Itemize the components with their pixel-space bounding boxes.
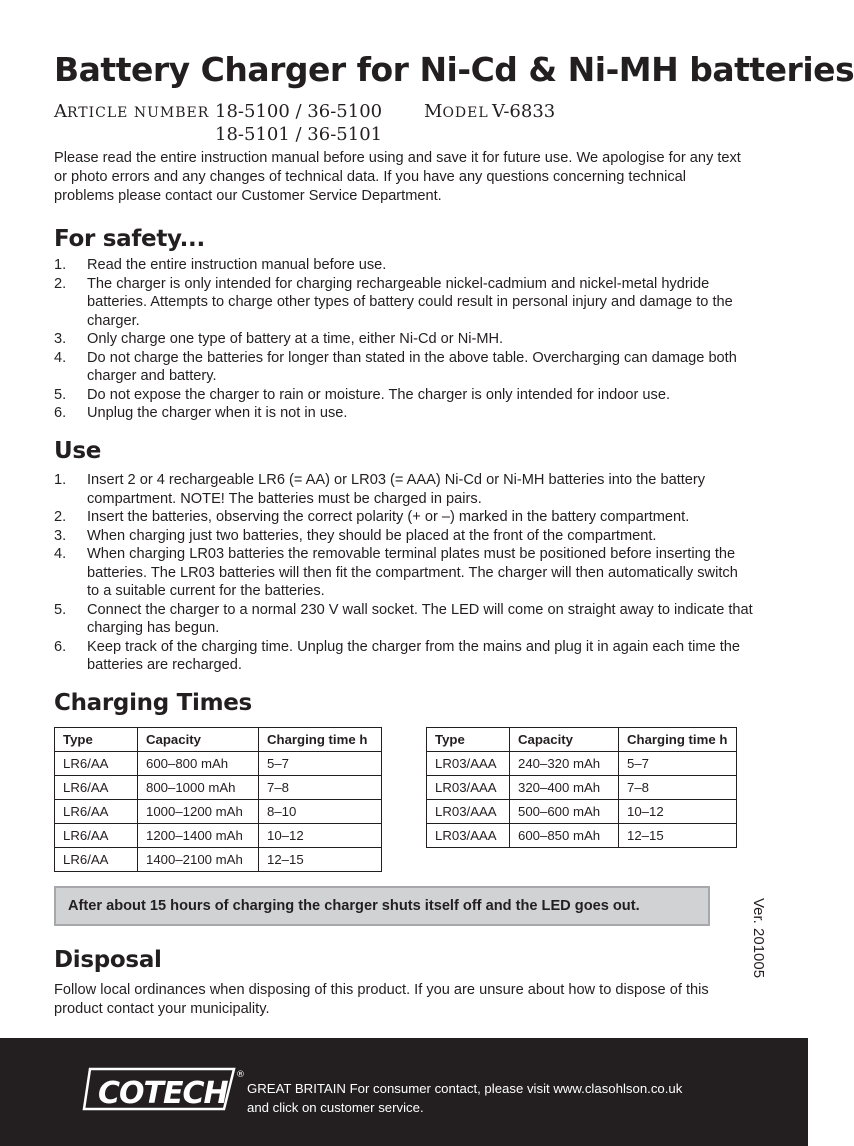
auto-shutoff-note: After about 15 hours of charging the charger shuts itself off and the LED goes out. — [54, 886, 710, 926]
charging-times-heading: Charging Times — [54, 690, 252, 716]
cell-type: LR6/AA — [55, 824, 138, 848]
safety-item — [54, 330, 754, 349]
table-row — [427, 776, 737, 800]
cell-type: LR6/AA — [55, 776, 138, 800]
use-list — [54, 471, 754, 675]
article-number-line1: 18-5100 / 36-5100 — [215, 101, 383, 122]
use-item — [54, 601, 754, 638]
article-number-label: ARTICLE NUMBER — [54, 101, 210, 122]
safety-heading: For safety... — [54, 226, 205, 252]
use-item-text: Connect the charger to a normal 230 V wall socket. The LED will come on straight away to indicate that charging has begun. — [87, 601, 753, 636]
table-header-row — [55, 728, 382, 752]
model-value: V-6833 — [492, 101, 556, 122]
cell-capacity: 1000–1200 mAh — [138, 800, 259, 824]
use-item-text: When charging LR03 batteries the removable terminal plates must be positioned before inserting the batteries. The LR03 batteries will then fit the compartment. The charger will then automatically switch to a suitable current for the batteries. — [87, 546, 738, 599]
safety-item-text: The charger is only intended for charging rechargeable nickel-cadmium and nickel-metal hydride batteries. Attempts to charge other types of battery could result in personal injury and damage to the charger. — [87, 275, 733, 329]
column-header-capacity: Capacity — [138, 728, 259, 752]
column-header-capacity: Capacity — [510, 728, 619, 752]
cell-capacity: 1400–2100 mAh — [138, 848, 259, 872]
safety-item-text: Read the entire instruction manual before use. — [87, 257, 387, 273]
cell-capacity: 800–1000 mAh — [138, 776, 259, 800]
cell-charging-time: 5–7 — [619, 752, 737, 776]
safety-list — [54, 256, 754, 423]
safety-item — [54, 349, 754, 386]
registered-mark: ® — [236, 1070, 245, 1080]
cell-charging-time: 10–12 — [259, 824, 382, 848]
safety-item-text: Do not expose the charger to rain or moisture. The charger is only intended for indoor use. — [87, 386, 670, 403]
use-item — [54, 471, 754, 508]
table-row — [55, 752, 382, 776]
use-item-text: Insert the batteries, observing the correct polarity (+ or –) marked in the battery compartment. — [87, 509, 690, 525]
safety-item-text: Only charge one type of battery at a time, either Ni-Cd or Ni-MH. — [87, 331, 504, 347]
safety-item — [54, 404, 754, 423]
table-header-row — [427, 728, 737, 752]
use-item — [54, 638, 754, 675]
column-header-charging-time: Charging time h — [259, 728, 382, 752]
table-row — [55, 800, 382, 824]
column-header-type: Type — [427, 728, 510, 752]
use-item-number: 6. — [54, 638, 67, 655]
intro-paragraph: Please read the entire instruction manual before using and save it for future use. We apologise for any text or photo errors and any changes of technical data. If you have any questions concerning technical problems please contact our Customer Service Department. — [54, 150, 741, 204]
safety-item-number: 4. — [54, 349, 67, 366]
column-header-charging-time: Charging time h — [619, 728, 737, 752]
cell-capacity: 500–600 mAh — [510, 800, 619, 824]
safety-item-number: 2. — [54, 275, 67, 292]
cell-capacity: 1200–1400 mAh — [138, 824, 259, 848]
cell-type: LR03/AAA — [427, 776, 510, 800]
cell-type: LR6/AA — [55, 800, 138, 824]
cell-type: LR03/AAA — [427, 824, 510, 848]
footer-contact-line1: GREAT BRITAIN For consumer contact, please visit www.clasohlson.co.uk — [247, 1081, 683, 1096]
table-row — [427, 824, 737, 848]
cell-capacity: 600–800 mAh — [138, 752, 259, 776]
safety-item-number: 3. — [54, 331, 67, 347]
use-item — [54, 545, 754, 601]
cotech-logo-mark — [84, 1069, 234, 1111]
cell-charging-time: 10–12 — [619, 800, 737, 824]
cell-type: LR6/AA — [55, 848, 138, 872]
cell-charging-time: 7–8 — [259, 776, 382, 800]
charging-table-aaa — [426, 727, 737, 848]
use-item-text: Keep track of the charging time. Unplug the charger from the mains and plug it in again each time the batteries are recharged. — [87, 638, 741, 673]
disposal-paragraph: Follow local ordinances when disposing of this product. If you are unsure about how to dispose of this product contact your municipality. — [54, 982, 709, 1017]
use-item-number: 4. — [54, 546, 67, 562]
use-item — [54, 527, 754, 546]
safety-item-text: Do not charge the batteries for longer than stated in the above table. Overcharging can damage both charger and battery. — [87, 349, 737, 384]
cell-type: LR6/AA — [55, 752, 138, 776]
table-row — [55, 776, 382, 800]
disposal-heading: Disposal — [54, 947, 162, 973]
use-item — [54, 508, 754, 527]
cell-type: LR03/AAA — [427, 800, 510, 824]
cell-charging-time: 5–7 — [259, 752, 382, 776]
footer-contact-line2: and click on customer service. — [247, 1100, 424, 1115]
use-item-number: 2. — [54, 509, 67, 525]
version-label: Ver. 201005 — [750, 898, 767, 979]
use-item-number: 1. — [54, 472, 67, 488]
cell-charging-time: 12–15 — [259, 848, 382, 872]
model-label: MODEL — [424, 101, 489, 122]
use-item-number: 5. — [54, 601, 67, 618]
safety-item-text: Unplug the charger when it is not in use. — [87, 405, 348, 421]
column-header-type: Type — [55, 728, 138, 752]
charging-table-aa — [54, 727, 382, 872]
safety-item-number: 6. — [54, 405, 67, 421]
cell-capacity: 600–850 mAh — [510, 824, 619, 848]
safety-item — [54, 275, 754, 331]
cell-charging-time: 7–8 — [619, 776, 737, 800]
page-title: Battery Charger for Ni-Cd & Ni-MH batteries — [54, 50, 854, 89]
cell-type: LR03/AAA — [427, 752, 510, 776]
safety-item — [54, 256, 754, 275]
use-item-text: Insert 2 or 4 rechargeable LR6 (= AA) or LR03 (= AAA) Ni-Cd or Ni-MH batteries into the battery compartment. NOTE! The batteries must be charged in pairs. — [87, 472, 706, 507]
table-row — [427, 752, 737, 776]
svg-text:COTECH: COTECH — [98, 1076, 228, 1111]
table-row — [427, 800, 737, 824]
cell-capacity: 320–400 mAh — [510, 776, 619, 800]
safety-item — [54, 386, 754, 405]
safety-item-number: 1. — [54, 257, 67, 273]
table-row — [55, 824, 382, 848]
cell-charging-time: 12–15 — [619, 824, 737, 848]
use-item-text: When charging just two batteries, they should be placed at the front of the compartment. — [87, 527, 657, 544]
footer-contact — [247, 1079, 747, 1117]
cotech-logo — [84, 1063, 244, 1115]
article-number-line2: 18-5101 / 36-5101 — [215, 124, 383, 145]
cell-charging-time: 8–10 — [259, 800, 382, 824]
cell-capacity: 240–320 mAh — [510, 752, 619, 776]
use-item-number: 3. — [54, 527, 67, 544]
use-heading: Use — [54, 438, 102, 464]
safety-item-number: 5. — [54, 386, 67, 403]
table-row — [55, 848, 382, 872]
